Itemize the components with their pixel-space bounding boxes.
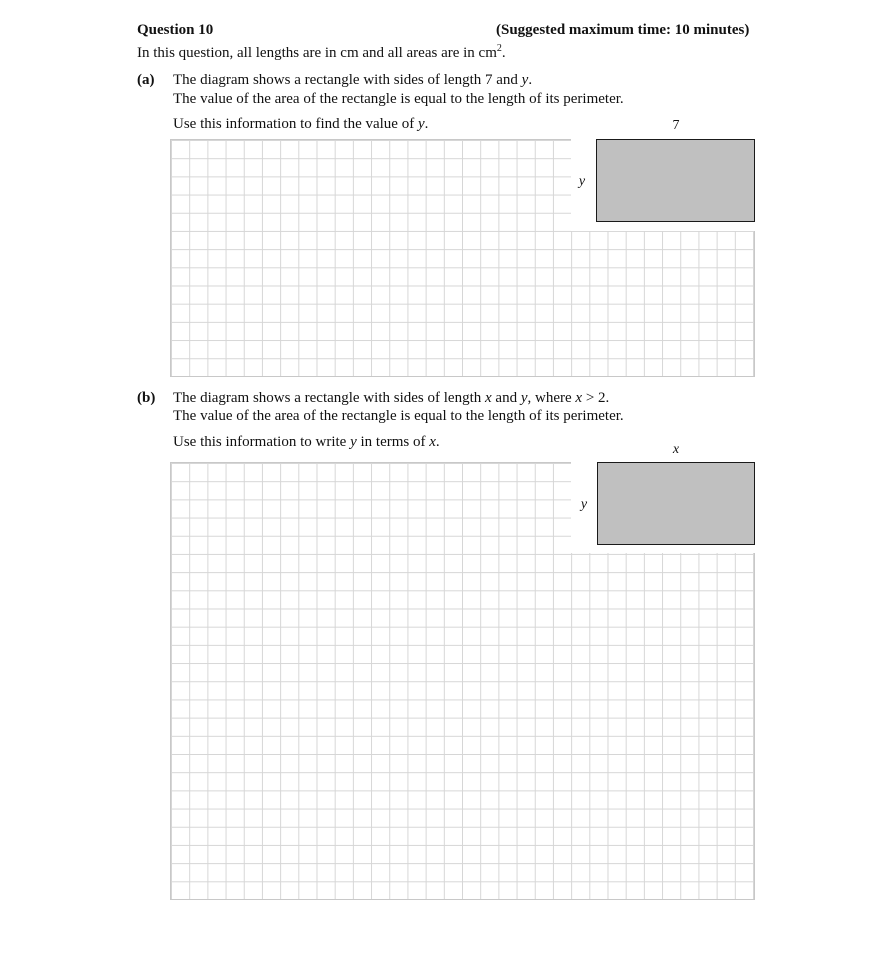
part-b-line-1-x2: x [575, 390, 583, 406]
part-b-line-1 [173, 390, 609, 407]
part-a-rectangle [596, 139, 755, 222]
part-b-line-3 [173, 434, 440, 451]
intro-main: In this question, all lengths are in cm and all areas are in cm [137, 45, 497, 61]
part-b-line-3-x: x [429, 434, 436, 450]
question-number: Question 10 [137, 22, 214, 38]
part-b-width-label: x [672, 442, 680, 457]
part-b-line-1-y: y [520, 390, 528, 406]
intro-end: . [501, 45, 506, 61]
part-b-line-2: The value of the area of the rectangle is equal to the length of its perimeter. [173, 408, 624, 424]
part-b-line-3-y: y [350, 434, 357, 450]
part-b-rectangle [597, 462, 755, 545]
part-b-line-3-mid: in terms of [356, 434, 430, 450]
part-a-line-1-end: . [528, 72, 533, 88]
part-a-line-3-text: Use this information to find the value of [173, 116, 418, 132]
suggested-time: (Suggested maximum time: 10 minutes) [496, 22, 750, 38]
part-b-label: (b) [137, 390, 156, 406]
part-b-line-3-text: Use this information to write [173, 434, 351, 450]
part-a-line-1-text: The diagram shows a rectangle with sides of length 7 and [173, 72, 522, 88]
part-b-line-3-end: . [435, 434, 440, 450]
part-b-line-1-mid: and [491, 390, 521, 406]
part-a-width-label: 7 [672, 118, 680, 133]
part-b-line-1-end: > 2. [582, 390, 610, 406]
part-b-height-label: y [580, 497, 588, 512]
part-b-line-1-x: x [485, 390, 492, 406]
part-a-height-label: y [578, 174, 586, 189]
part-a-line-2: The value of the area of the rectangle is equal to the length of its perimeter. [173, 91, 624, 107]
part-a-label: (a) [137, 72, 155, 88]
part-b-line-1-where: , where [527, 390, 576, 406]
part-b-line-1-text: The diagram shows a rectangle with sides of length [173, 390, 485, 406]
part-a-line-1-var: y [521, 72, 529, 88]
intro-text [137, 45, 506, 62]
part-a-line-3-var: y [417, 116, 425, 132]
intro-superscript: 2 [496, 43, 502, 54]
part-a-line-1 [173, 72, 532, 89]
part-a-line-3-end: . [424, 116, 429, 132]
part-a-line-3 [173, 116, 428, 133]
